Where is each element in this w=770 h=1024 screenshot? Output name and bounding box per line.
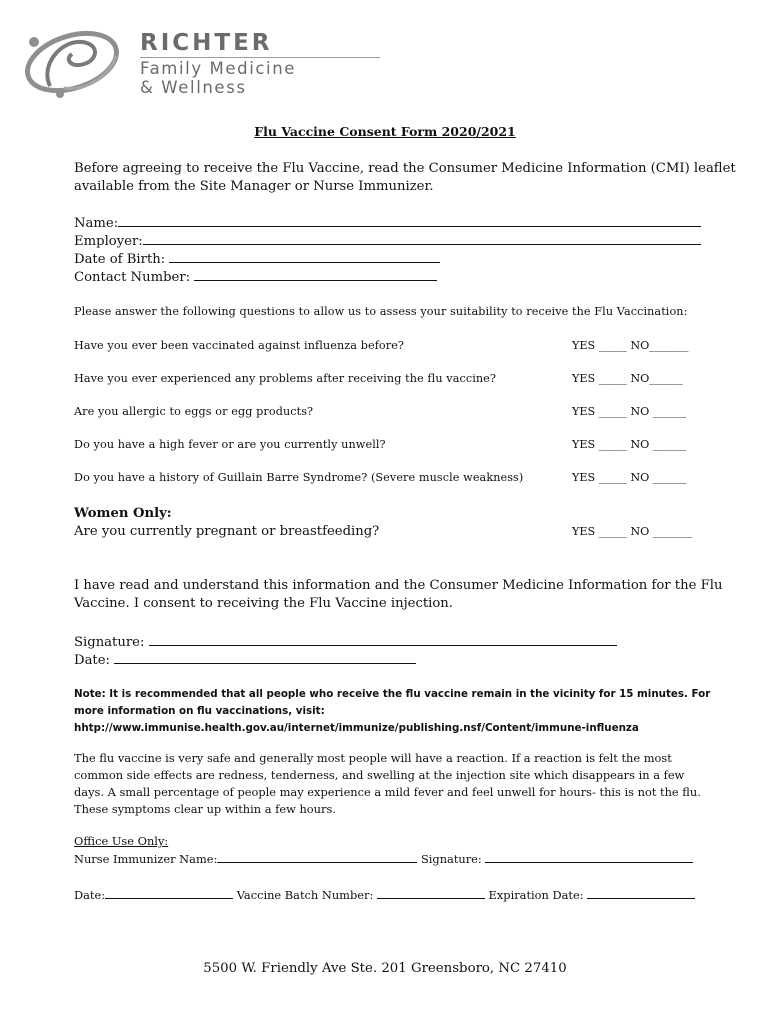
batch-row[interactable] <box>74 886 695 904</box>
safety-line-2: common side effects are redness, tenderness, and swelling at the injection site which disappears in a few <box>74 768 685 782</box>
dob-line[interactable] <box>169 250 440 263</box>
question-4-answer[interactable] <box>572 438 686 451</box>
employer-label: Employer: <box>74 234 143 249</box>
signature-field[interactable] <box>74 633 617 652</box>
question-3-no[interactable]: NO ______ <box>630 405 687 418</box>
safety-line-3: days. A small percentage of people may experience a mild fever and feel unwell for hours- this is not the flu. <box>74 785 701 799</box>
question-5-yes[interactable]: YES _____ <box>572 471 627 484</box>
logo-line-1: Family Medicine <box>140 59 297 78</box>
question-5-text: Do you have a history of Guillain Barre Syndrome? (Severe muscle weakness) <box>74 471 524 484</box>
consent-line-2: Vaccine. I consent to receiving the Flu Vaccine injection. <box>74 596 453 611</box>
note-link[interactable]: hhtp://www.immunise.health.gov.au/internet/immunize/publishing.nsf/Content/immune-influenza <box>74 722 639 734</box>
question-4-text: Do you have a high fever or are you currently unwell? <box>74 438 386 451</box>
batch-line[interactable] <box>377 886 485 899</box>
expiration-line[interactable] <box>587 886 695 899</box>
office-date-line[interactable] <box>105 886 233 899</box>
women-question-answer[interactable] <box>572 525 692 538</box>
form-title: Flu Vaccine Consent Form 2020/2021 <box>254 124 516 139</box>
office-signature-line[interactable] <box>485 850 693 863</box>
question-5-answer[interactable] <box>572 471 686 484</box>
question-4-no[interactable]: NO ______ <box>630 438 687 451</box>
question-3-text: Are you allergic to eggs or egg products? <box>74 405 314 418</box>
nurse-row[interactable] <box>74 850 693 868</box>
nurse-line[interactable] <box>217 850 417 863</box>
question-2-no[interactable]: NO______ <box>630 372 683 385</box>
name-field[interactable] <box>74 214 701 233</box>
signature-line[interactable] <box>149 633 617 646</box>
dob-label: Date of Birth: <box>74 252 166 267</box>
batch-label: Vaccine Batch Number: <box>236 888 374 902</box>
women-question-yes[interactable]: YES _____ <box>572 525 627 538</box>
employer-field[interactable] <box>74 232 701 251</box>
logo-name: RICHTER <box>140 30 273 56</box>
question-2-answer[interactable] <box>572 372 683 385</box>
logo-swirl-icon <box>20 26 130 102</box>
office-use-heading: Office Use Only: <box>74 834 169 848</box>
intro-line-2: available from the Site Manager or Nurse Immunizer. <box>74 179 434 194</box>
intro-line-1: Before agreeing to receive the Flu Vaccine, read the Consumer Medicine Information (CMI) leaflet <box>74 161 736 176</box>
office-signature-label: Signature: <box>420 852 482 866</box>
employer-line[interactable] <box>143 232 701 245</box>
logo-subtitle <box>140 59 296 97</box>
logo-divider <box>140 57 380 58</box>
office-date-label: Date: <box>74 888 106 902</box>
consent-paragraph <box>74 577 722 613</box>
safety-line-1: The flu vaccine is very safe and generally most people will have a reaction. If a reaction is felt the most <box>74 751 672 765</box>
question-1-answer[interactable] <box>572 339 688 352</box>
date-line[interactable] <box>114 651 416 664</box>
question-5-no[interactable]: NO ______ <box>630 471 687 484</box>
expiration-label: Expiration Date: <box>488 888 584 902</box>
signature-label: Signature: <box>74 635 145 650</box>
contact-line[interactable] <box>194 268 437 281</box>
question-4-yes[interactable]: YES _____ <box>572 438 627 451</box>
question-3-yes[interactable]: YES _____ <box>572 405 627 418</box>
practice-logo <box>20 26 390 102</box>
footer-address: 5500 W. Friendly Ave Ste. 201 Greensboro, NC 27410 <box>203 961 567 976</box>
question-1-text: Have you ever been vaccinated against influenza before? <box>74 339 405 352</box>
logo-line-2: & Wellness <box>140 78 247 97</box>
safety-paragraph <box>74 750 701 818</box>
name-line[interactable] <box>118 214 701 227</box>
question-1-yes[interactable]: YES _____ <box>572 339 627 352</box>
consent-line-1: I have read and understand this information and the Consumer Medicine Information for the Flu <box>74 578 723 593</box>
women-only-heading: Women Only: <box>74 506 172 521</box>
contact-label: Contact Number: <box>74 270 191 285</box>
question-2-yes[interactable]: YES _____ <box>572 372 627 385</box>
note-line-2: more information on flu vaccinations, visit: <box>74 705 325 717</box>
women-question-no[interactable]: NO _______ <box>630 525 692 538</box>
dob-field[interactable] <box>74 250 440 269</box>
name-label: Name: <box>74 216 119 231</box>
nurse-label: Nurse Immunizer Name: <box>74 852 218 866</box>
women-question-text: Are you currently pregnant or breastfeeding? <box>74 524 380 539</box>
question-1-no[interactable]: NO_______ <box>630 339 689 352</box>
safety-line-4: These symptoms clear up within a few hours. <box>74 802 336 816</box>
note-line-1: Note: It is recommended that all people who receive the flu vaccine remain in the vicinity for 15 minutes. For <box>74 688 711 700</box>
contact-field[interactable] <box>74 268 437 287</box>
intro-paragraph <box>74 160 736 196</box>
date-field[interactable] <box>74 651 416 670</box>
date-label: Date: <box>74 653 110 668</box>
recommendation-note <box>74 686 710 737</box>
question-3-answer[interactable] <box>572 405 686 418</box>
question-2-text: Have you ever experienced any problems after receiving the flu vaccine? <box>74 372 497 385</box>
questions-intro: Please answer the following questions to allow us to assess your suitability to receive the Flu Vaccination: <box>74 305 688 318</box>
